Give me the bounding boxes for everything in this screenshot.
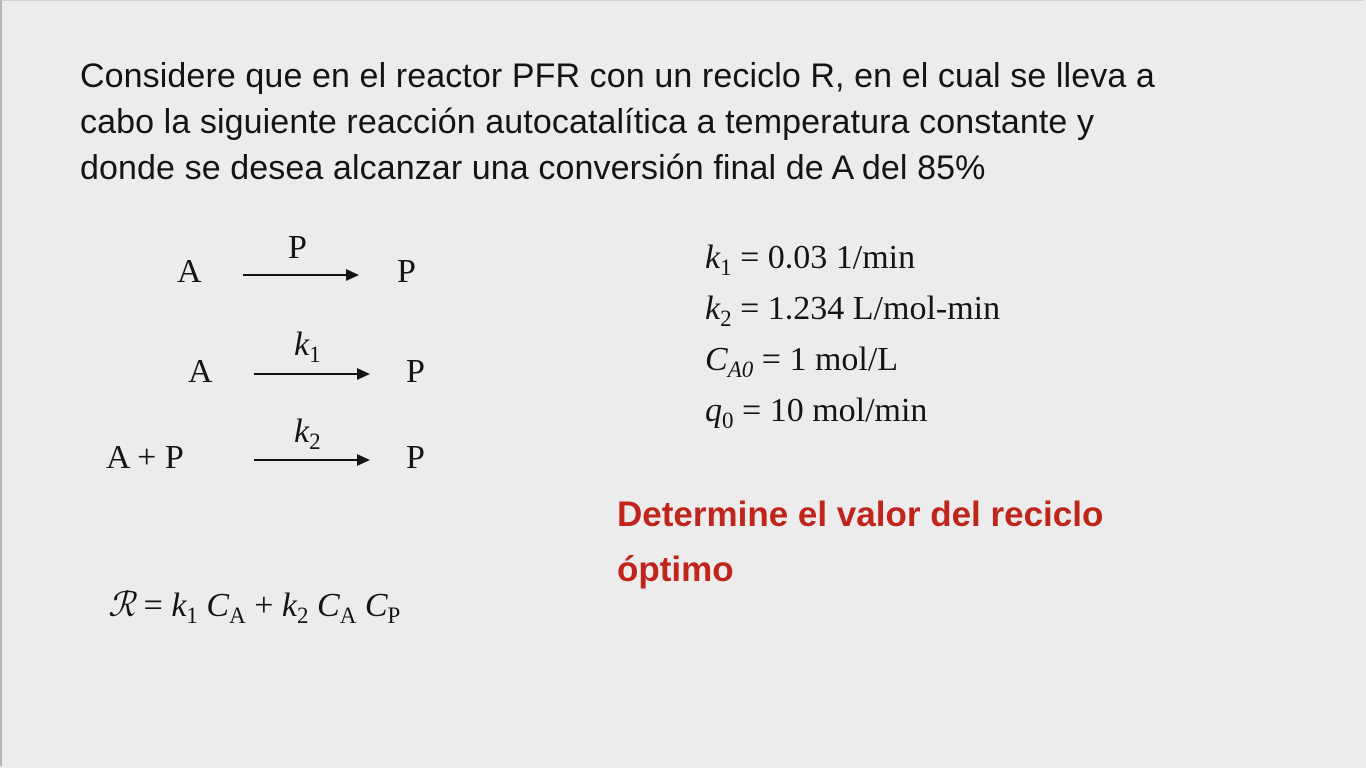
parameter-q0: $q_0 = 10$ mol/min (705, 392, 928, 433)
reaction-3-rate-constant: $k_2$ (294, 413, 321, 454)
parameter-ca0: $C_{A0} = 1$ mol/L (705, 341, 899, 382)
reaction-1-arrow (243, 274, 357, 276)
statement-line-2: cabo la siguiente reacción autocatalítica a temperatura constante y (80, 103, 1095, 141)
question-line-2: óptimo (617, 550, 734, 589)
problem-statement (80, 53, 1320, 191)
reaction-1-reactant: A (177, 253, 202, 290)
reaction-3-product: P (406, 439, 425, 476)
statement-line-1: Considere que en el reactor PFR con un reciclo R, en el cual se lleva a (80, 57, 1155, 95)
reaction-2-product: P (406, 353, 425, 390)
reaction-3-arrow (254, 459, 368, 461)
parameter-k1: $k_1 = 0.03$ 1/min (705, 239, 916, 280)
reaction-1-product: P (397, 253, 416, 290)
rate-law-equation: ℛ = $k_1$ $C_A + k_2$ $C_A$ $C_P$ (108, 587, 401, 628)
parameter-k2: $k_2 = 1.234$ L/mol-min (705, 290, 1001, 331)
question-text (617, 487, 1237, 597)
reaction-2-rate-constant: $k_1$ (294, 326, 321, 367)
reaction-3-reactants: A + P (106, 439, 184, 476)
rate-symbol: ℛ (108, 587, 136, 624)
reaction-2-arrow (254, 373, 368, 375)
statement-line-3: donde se desea alcanzar una conversión final de A del 85% (80, 149, 986, 187)
reaction-2-reactant: A (188, 353, 213, 390)
reaction-1-catalyst-label: P (288, 229, 307, 266)
question-line-1: Determine el valor del reciclo (617, 495, 1104, 534)
